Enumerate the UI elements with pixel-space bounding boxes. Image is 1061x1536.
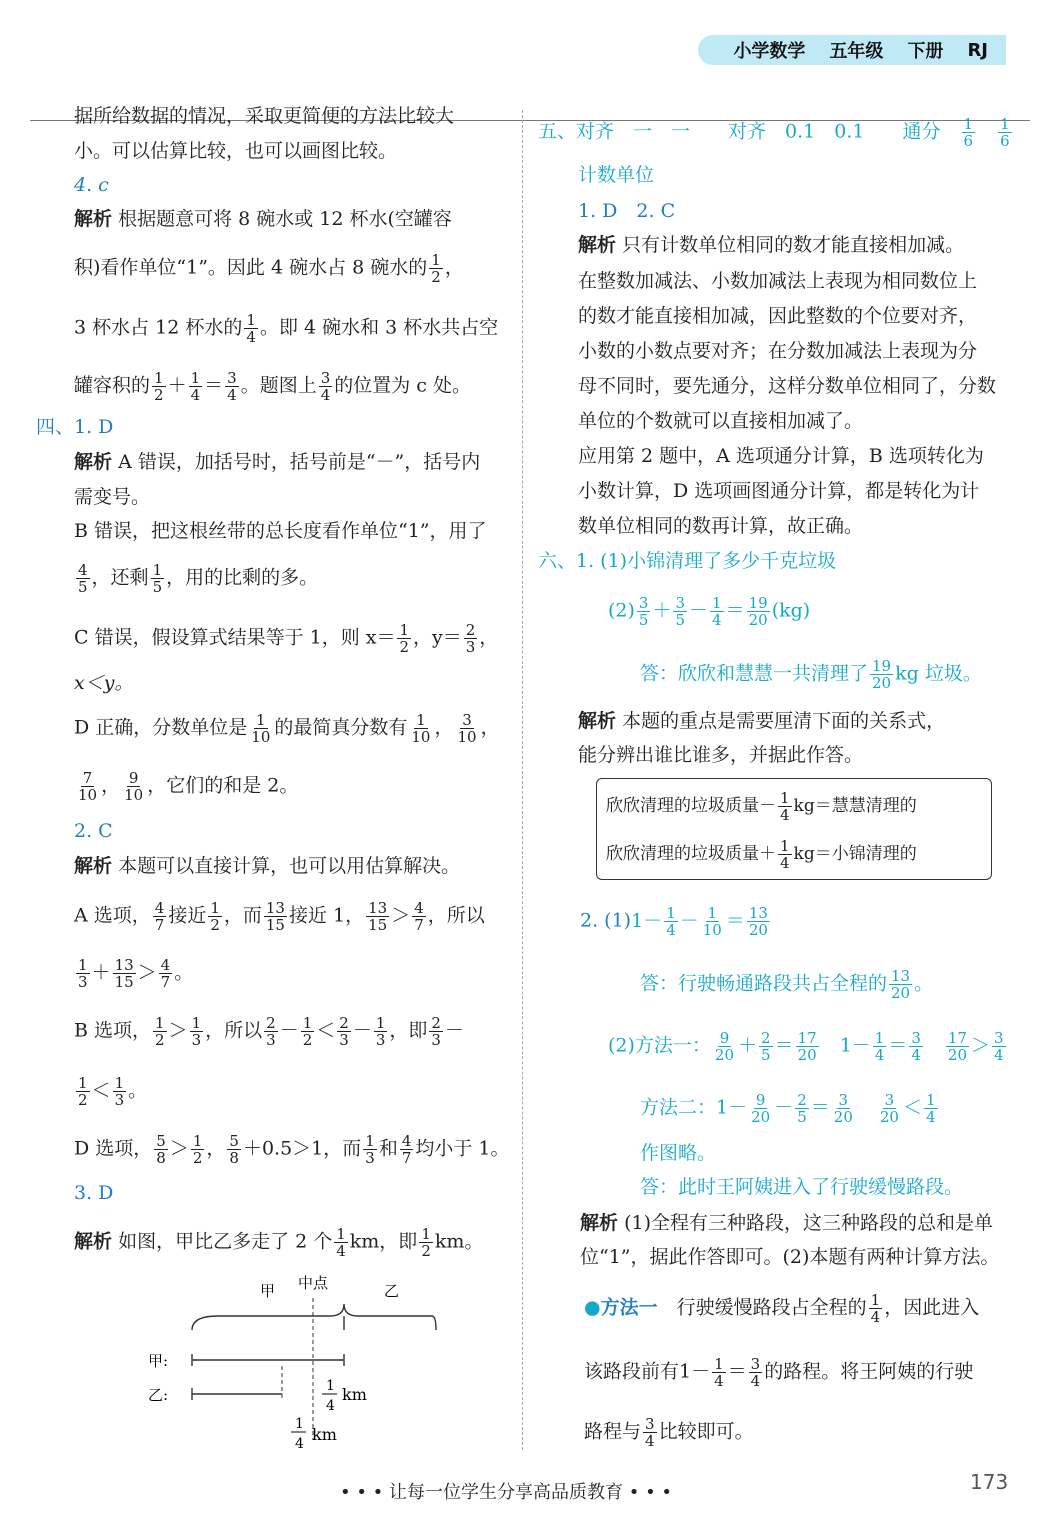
analysis-label: 解析 (74, 451, 113, 473)
method-1-label: ●方法一 (584, 1296, 658, 1319)
s4-text-d: ，还剩 (91, 566, 149, 589)
s4-text-d2: ，用的比剩的多。 (166, 566, 319, 589)
fa1-text-c2: 比较即可。 (658, 1420, 754, 1443)
fraction: $\frac{1}{4}$ (780, 837, 790, 872)
s4-line-b: 需变号。 (74, 486, 151, 508)
fraction: $\frac{1}{6}$ (963, 115, 974, 150)
header-term: 下册 (907, 41, 944, 62)
fraction: $\frac{1}{2}$ (192, 1132, 203, 1167)
s5-answers: 1. D 2. C (578, 200, 676, 222)
s6-text-a1: 本题的重点是需要厘清下面的关系式， (622, 710, 946, 732)
q2-method-2: 方法二：1－ $\frac{9}{20}$ － $\frac{2}{5}$ ＝ $\frac{3}{20}$ $\frac{3}{20}$ ＜ $\frac{1}{4}$ (640, 1091, 936, 1126)
s4-line-c: B 错误，把这根丝带的总长度看作单位“1”，用了 (74, 520, 487, 542)
q2-text-e2: ＋0.5＞1，而 (242, 1137, 362, 1160)
q3-line-a (74, 1226, 483, 1259)
s5-analysis-4: 小数的小数点要对齐；在分数加减法上表现为分 (578, 340, 978, 362)
fraction: $\frac{19}{20}$ (872, 657, 892, 692)
fraction: $\frac{3}{10}$ (457, 711, 477, 746)
s6-answer (640, 658, 982, 691)
q2-label: 2. (1) (580, 909, 632, 932)
q2-calc-1: 2. (1)1－ $\frac{1}{4}$ － $\frac{1}{10}$ ＝ $\frac{13}{20}$ (580, 904, 768, 939)
q4-text-c2: 。即 4 碗水和 3 杯水共占空 (259, 316, 499, 339)
fraction: $\frac{1}{4}$ (780, 789, 790, 824)
q2-draw: 作图略。 (640, 1142, 717, 1164)
s5-analysis-2: 在整数加减法、小数加减法上表现为相同数位上 (578, 270, 978, 292)
q3-heading: 3. D (74, 1182, 114, 1204)
s5-unit: 计数单位 (578, 164, 655, 186)
q2-text-b: A 选项， (74, 904, 151, 927)
fraction: $\frac{13}{15}$ (265, 899, 285, 934)
s4-text-e2: ，y＝ (413, 626, 462, 649)
fraction: $\frac{3}{4}$ (320, 369, 331, 404)
brace-total (192, 1304, 436, 1330)
q2-text-b3: ，而 (223, 904, 262, 927)
fraction: $\frac{1}{4}$ (870, 1291, 881, 1326)
fraction: $\frac{1}{2}$ (210, 899, 220, 934)
q2-text-e3: 和 (378, 1137, 398, 1160)
fa1-text: 行驶缓慢路段占全程的 (676, 1296, 867, 1319)
box1-text-b: kg＝慧慧清理的 (793, 796, 917, 816)
q2-analysis-2: 位“1”，据此作答即可。(2)本题有两种计算方法。 (580, 1246, 1000, 1268)
fraction: $\frac{13}{20}$ (748, 904, 768, 939)
q2-text-b2: 接近 (168, 904, 207, 927)
bulb-icon: ● (584, 1296, 601, 1319)
relation-2 (606, 838, 917, 871)
analysis-label: 解析 (74, 855, 113, 877)
s5-analysis-7: 应用第 2 题中，A 选项通分计算，B 选项转化为 (578, 445, 984, 467)
q4-text-d3: 的位置为 c 处。 (334, 374, 471, 397)
q4-text-d2: 。题图上 (240, 374, 317, 397)
fraction: $\frac{3}{4}$ (645, 1415, 655, 1450)
fraction: $\frac{13}{15}$ (368, 899, 388, 934)
fraction: $\frac{5}{8}$ (229, 1132, 239, 1167)
fraction: $\frac{1}{4}$ (926, 1091, 936, 1126)
analysis-label: 解析 (580, 1212, 619, 1234)
q2-m2-text: 方法二： (640, 1096, 717, 1119)
s5-analysis-8: 小数计算，D 选项画图通分计算，都是转化为计 (578, 480, 980, 502)
s5-analysis-1 (578, 232, 964, 258)
left-line-2: 小。可以估算比较，也可以画图比较。 (74, 140, 398, 162)
s5-text-a: 只有计数单位相同的数才能直接相加减。 (622, 234, 965, 256)
q2-text-b4: 接近 1， (288, 904, 365, 927)
fraction: $\frac{3}{4}$ (227, 369, 237, 404)
q2-text-c3: ，即 (389, 1019, 428, 1042)
diagram-label-jia: 甲 (260, 1282, 276, 1300)
fraction: $\frac{19}{20}$ (748, 594, 768, 629)
fraction: $\frac{2}{3}$ (431, 1014, 441, 1049)
fraction: $\frac{1}{10}$ (251, 711, 271, 746)
s5-text-b: 对齐 (728, 120, 767, 143)
q3-text-a2: km，即 (349, 1230, 418, 1253)
diagram-fraction-den: 4 (295, 1436, 304, 1452)
q2-answer-1: 答：行驶畅通路段共占全程的 $\frac{13}{20}$ 。 (640, 967, 934, 1002)
q2-analysis-1 (580, 1210, 993, 1236)
analysis-label: 解析 (74, 1230, 113, 1253)
box2-text-b: kg＝小锦清理的 (793, 844, 917, 864)
q4-heading: 4. c (74, 174, 109, 196)
s6-ans-text2: kg 垃圾。 (895, 662, 982, 685)
fraction: $\frac{9}{20}$ (714, 1029, 735, 1064)
s5-analysis-6: 单位的个数就可以直接相加减了。 (578, 410, 864, 432)
header-grade: 五年级 (829, 41, 884, 62)
q2-text-c2: ，所以 (205, 1019, 263, 1042)
fraction: $\frac{5}{8}$ (156, 1132, 166, 1167)
q2-line-b-cont: $\frac{1}{3}$ ＋ $\frac{13}{15}$ ＞ $\frac{4}{7}$ 。 (78, 956, 194, 991)
section-4-heading: 四、1. D (36, 416, 114, 438)
fraction: $\frac{1}{4}$ (712, 594, 722, 629)
s6-calc: (2) $\frac{3}{5}$ ＋ $\frac{3}{5}$ － $\frac{1}{4}$ ＝ $\frac{19}{20}$ (kg) (608, 594, 811, 629)
q4-analysis-3 (74, 312, 498, 345)
s4-line-g: D 正确，分数单位是 $\frac{1}{10}$ 的最简真分数有 $\frac{1}{10}$ ， $\frac{3}{10}$ ， (74, 711, 500, 746)
section-5-line: 五、对齐 一 一 对齐 0.1 0.1 通分 $\frac{1}{6}$ $\frac{1}{6}$ (538, 115, 1010, 150)
fraction: $\frac{2}{5}$ (761, 1029, 771, 1064)
fa1-text-c: 路程与 (584, 1420, 642, 1443)
fraction: $\frac{1}{2}$ (431, 251, 441, 286)
q4-text-d: 罐容积的 (74, 374, 151, 397)
s4-line-e (74, 622, 498, 655)
diagram-row-jia: 甲: (148, 1352, 169, 1370)
fraction: $\frac{9}{10}$ (124, 769, 144, 804)
fraction: $\frac{1}{2}$ (302, 1014, 313, 1049)
fraction: $\frac{1}{3}$ (191, 1014, 202, 1049)
fraction: $\frac{1}{2}$ (155, 1014, 165, 1049)
s6-text-2: (2) (608, 599, 635, 622)
fraction: $\frac{1}{2}$ (399, 621, 410, 656)
diagram-row-yi: 乙: (148, 1386, 169, 1404)
q2-m1-text: (2)方法一： (608, 1034, 711, 1057)
fraction: $\frac{1}{3}$ (78, 956, 88, 991)
fraction: $\frac{13}{15}$ (114, 956, 134, 991)
q2-text-e4: 均小于 1。 (415, 1137, 510, 1160)
q4-analysis-4: 罐容积的 $\frac{1}{2}$ ＋ $\frac{1}{4}$ ＝ $\frac{3}{4}$ 。题图上 $\frac{3}{4}$ 的位置为 c 处。 (74, 369, 471, 404)
q2-line-d: $\frac{1}{2}$ ＜ $\frac{1}{3}$ 。 (78, 1074, 148, 1109)
analysis-label: 解析 (578, 234, 617, 256)
fraction: $\frac{4}{7}$ (160, 956, 171, 991)
q4-analysis-2: 积)看作单位“1”。因此 4 碗水占 8 碗水的 $\frac{1}{2}$ ， (74, 251, 464, 286)
fraction: $\frac{9}{20}$ (751, 1091, 771, 1126)
method-1-line-2: 该路段前有1－ $\frac{1}{4}$ ＝ $\frac{3}{4}$ 的路程。将王阿姨的行驶 (584, 1355, 974, 1390)
fraction: $\frac{1}{4}$ (246, 311, 256, 346)
fraction: $\frac{17}{20}$ (947, 1029, 967, 1064)
method-1-line-3 (584, 1416, 754, 1449)
fraction: $\frac{3}{20}$ (879, 1091, 899, 1126)
fraction: $\frac{1}{2}$ (154, 369, 164, 404)
fraction: $\frac{1}{3}$ (375, 1014, 386, 1049)
s4-text-g2: 的最简真分数有 (274, 716, 408, 739)
fraction: $\frac{1}{4}$ (336, 1225, 346, 1260)
diagram-km: km (312, 1425, 337, 1444)
fraction: $\frac{4}{7}$ (414, 899, 424, 934)
fraction: $\frac{13}{20}$ (891, 967, 911, 1002)
q2-text-a1: (1)全程有三种路段，这三种路段的总和是单 (624, 1212, 993, 1234)
fraction: $\frac{1}{3}$ (365, 1132, 375, 1167)
q2-text-a: 本题可以直接计算，也可以用估算解决。 (118, 855, 461, 877)
analysis-label: 解析 (578, 710, 617, 732)
s4-text-e: C 错误，假设算式结果等于 1，则 x＝ (74, 626, 396, 649)
q2-heading: 2. C (74, 820, 113, 842)
s6-analysis-1 (578, 708, 945, 734)
q3-text-a3: km。 (434, 1230, 484, 1253)
diagram-label-midpoint: 中点 (298, 1274, 329, 1292)
q2-line-a (74, 853, 460, 879)
fraction: $\frac{3}{5}$ (675, 594, 686, 629)
fraction: $\frac{1}{4}$ (666, 904, 676, 939)
s4-text-h: ，它们的和是 2。 (147, 774, 299, 797)
diagram-label-yi: 乙 (384, 1282, 400, 1300)
fraction: $\frac{3}{4}$ (911, 1029, 921, 1064)
fa1-text2: ，因此进入 (884, 1296, 980, 1319)
column-divider (522, 110, 523, 1450)
q2-answer-2: 答：此时王阿姨进入了行驶缓慢路段。 (640, 1176, 964, 1198)
fraction: $\frac{1}{4}$ (874, 1029, 885, 1064)
left-line-1: 据所给数据的情况，采取更简便的方法比较大 (74, 105, 455, 127)
fraction: $\frac{1}{3}$ (114, 1074, 125, 1109)
diagram-fraction-num: 1 (326, 1378, 335, 1394)
q2-line-e: D 选项， $\frac{5}{8}$ ＞ $\frac{1}{2}$ ， $\frac{5}{8}$ ＋0.5＞1，而 $\frac{1}{3}$ 和 $\frac{4}{7}$ 均小于 1。 (74, 1132, 510, 1167)
fraction: $\frac{2}{3}$ (465, 621, 476, 656)
fraction: $\frac{17}{20}$ (797, 1029, 817, 1064)
q3-text-a: 如图，甲比乙多走了 2 个 (118, 1230, 333, 1253)
header-edition: RJ (967, 39, 988, 61)
analysis-label: 解析 (74, 208, 113, 230)
fraction: $\frac{3}{5}$ (638, 594, 649, 629)
relation-1 (606, 790, 917, 823)
q2-ans-text: 答：行驶畅通路段共占全程的 (640, 972, 888, 995)
q4-text-a: 根据题意可将 8 碗水或 12 杯水(空罐容 (118, 208, 452, 230)
fraction: $\frac{1}{10}$ (702, 904, 722, 939)
fraction: $\frac{1}{2}$ (421, 1225, 431, 1260)
s4-text-g: D 正确，分数单位是 (74, 716, 248, 739)
header-subject: 小学数学 (733, 41, 806, 62)
fraction: $\frac{4}{5}$ (78, 561, 88, 596)
fraction: $\frac{4}{7}$ (154, 899, 165, 934)
fraction: $\frac{3}{4}$ (994, 1029, 1004, 1064)
q2-text-b5: ，所以 (427, 904, 485, 927)
box2-text: 欣欣清理的垃圾质量＋ (606, 844, 776, 864)
s4-line-a (74, 449, 480, 475)
segment-diagram (140, 1270, 460, 1460)
s6-text-kg: (kg) (771, 599, 811, 622)
q4-text-c: 3 杯水占 12 杯水的 (74, 316, 243, 339)
s6-analysis-2: 能分辨出谁比谁多，并据此作答。 (578, 744, 864, 766)
box1-text: 欣欣清理的垃圾质量－ (606, 796, 776, 816)
fraction: $\frac{1}{4}$ (714, 1355, 724, 1390)
section-6-heading: 六、1. (1)小锦清理了多少千克垃圾 (538, 550, 837, 572)
fraction: $\frac{1}{6}$ (1000, 115, 1010, 150)
fraction: $\frac{1}{5}$ (152, 561, 163, 596)
q2-method-1: (2)方法一： $\frac{9}{20}$ ＋ $\frac{2}{5}$ ＝ $\frac{17}{20}$ 1－ $\frac{1}{4}$ ＝ $\frac{3}{4}$ $\frac{17}{20}$ ＞ $\frac{3}{4}$ (608, 1029, 1004, 1064)
s5-analysis-5: 母不同时，要先通分，这样分数单位相同了，分数 (578, 375, 997, 397)
s4-line-d (74, 562, 318, 595)
diagram-fraction-num: 1 (295, 1416, 304, 1432)
fraction: $\frac{7}{10}$ (78, 769, 98, 804)
s5-analysis-3: 的数才能直接相加减，因此整数的个位要对齐， (578, 305, 978, 327)
fraction: $\frac{2}{3}$ (339, 1014, 349, 1049)
s4-text-e3: ， (479, 626, 499, 649)
fraction: $\frac{1}{4}$ (190, 369, 201, 404)
q2-line-c: B 选项， $\frac{1}{2}$ ＞ $\frac{1}{3}$ ，所以 $\frac{2}{3}$ － $\frac{1}{2}$ ＜ $\frac{2}{3}$ － $\frac{1}{3}$ ，即 $\frac{2}{3}$ － (74, 1014, 464, 1049)
q2-line-b: A 选项， $\frac{4}{7}$ 接近 $\frac{1}{2}$ ，而 $\frac{13}{15}$ 接近 1， $\frac{13}{15}$ ＞ $\frac{4}{7}$ ，所以 (74, 899, 485, 934)
header-bar (698, 35, 1006, 65)
q4-text-b: 积)看作单位“1”。因此 4 碗水占 8 碗水的 (74, 256, 428, 279)
s4-line-f: x＜y。 (74, 672, 134, 694)
fraction: $\frac{1}{10}$ (411, 711, 431, 746)
diagram-fraction-den: 4 (326, 1398, 335, 1414)
s5-analysis-9: 数单位相同的数再计算，故正确。 (578, 515, 864, 537)
s5-text: 五、对齐 (538, 120, 615, 143)
fa1-text-b2: 的路程。将王阿姨的行驶 (764, 1360, 974, 1383)
diagram-km: km (342, 1385, 367, 1404)
fraction: $\frac{4}{7}$ (401, 1132, 412, 1167)
s4-text-a: A 错误，加括号时，括号前是“－”，括号内 (118, 451, 481, 473)
q2-text-e: D 选项， (74, 1137, 153, 1160)
s4-line-h: $\frac{7}{10}$ ， $\frac{9}{10}$ ，它们的和是 2。 (78, 769, 299, 804)
method-1-line (584, 1292, 979, 1325)
s6-ans-text: 答：欣欣和慧慧一共清理了 (640, 662, 869, 685)
fraction: $\frac{2}{5}$ (797, 1091, 807, 1126)
fraction: $\frac{1}{2}$ (78, 1074, 88, 1109)
q2-text-c: B 选项， (74, 1019, 152, 1042)
s5-text-c: 通分 (902, 120, 941, 143)
fraction: $\frac{3}{4}$ (750, 1355, 761, 1390)
page-number: 173 (970, 1470, 1009, 1494)
fraction: $\frac{2}{3}$ (266, 1014, 276, 1049)
fa1-text-b: 该路段前有 (584, 1360, 680, 1383)
footer-slogan: • • • 让每一位学生分享高品质教育 • • • (340, 1482, 673, 1503)
q4-analysis-1 (74, 206, 452, 232)
fraction: $\frac{3}{20}$ (833, 1091, 853, 1126)
